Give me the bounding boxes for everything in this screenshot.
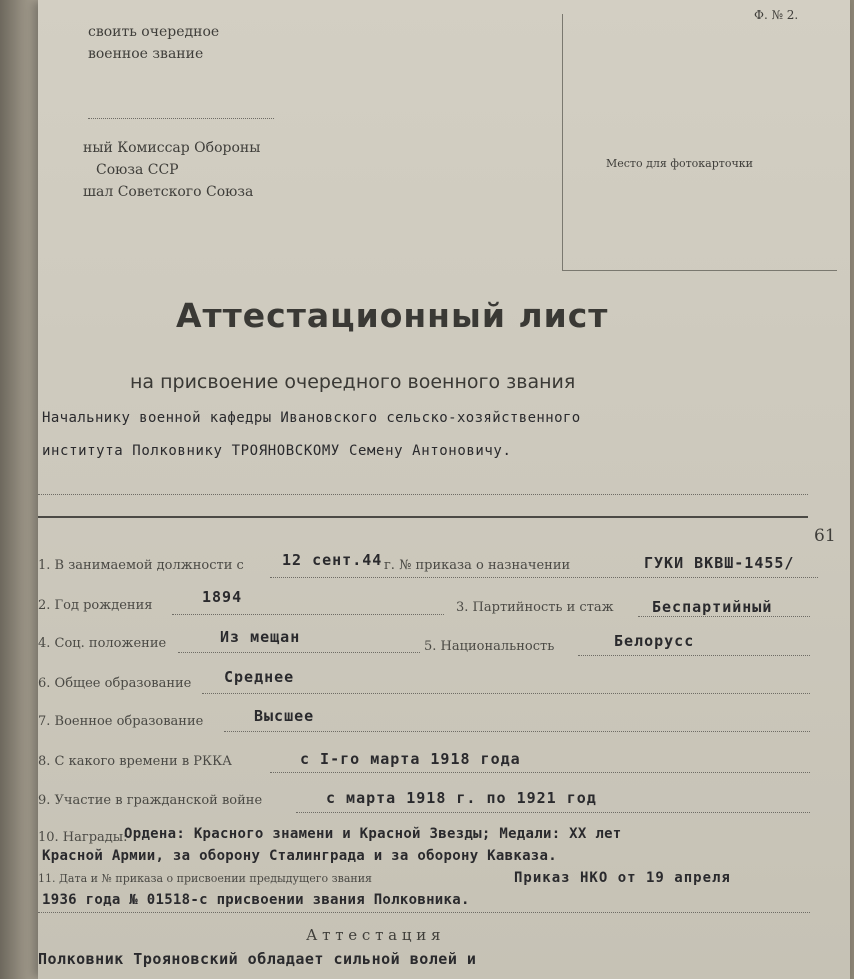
field-1-date: 12 сент.44: [282, 551, 383, 569]
field-5-value: Белорусс: [614, 632, 695, 650]
field-6-label: 6. Общее образование: [38, 676, 192, 691]
field-2-line: [172, 614, 444, 615]
page-title: Аттестационный лист: [176, 296, 609, 335]
attestation-text: Полковник Трояновский обладает сильной волей и: [38, 950, 477, 968]
field-3-line: [638, 616, 810, 617]
commissar-line-2: Союза ССР: [96, 162, 179, 178]
field-11-label: 11. Дата и № приказа о присвоении предыдущего звания: [38, 872, 372, 885]
field-1-label-b: г. № приказа о назначении: [384, 558, 571, 573]
form-number: Ф. № 2.: [754, 8, 799, 22]
field-10-label: 10. Награды:: [38, 830, 128, 845]
addressee-line-3: [38, 494, 808, 495]
field-9-line: [296, 812, 810, 813]
field-9-value: с марта 1918 г. по 1921 год: [326, 789, 597, 807]
field-1-line: [270, 577, 818, 578]
approve-line-1: своить очередное: [88, 24, 220, 40]
field-10-value-line-2: Красной Армии, за оборону Сталинграда и за оборону Кавказа.: [42, 848, 557, 864]
field-7-line: [224, 731, 810, 732]
field-4-label: 4. Соц. положение: [38, 636, 167, 651]
field-5-label: 5. Национальность: [424, 639, 555, 654]
field-4-value: Из мещан: [220, 628, 301, 646]
field-3-label: 3. Партийность и стаж: [456, 600, 614, 615]
field-11-line: [38, 912, 810, 913]
field-8-line: [270, 772, 810, 773]
field-9-label: 9. Участие в гражданской войне: [38, 793, 263, 808]
field-3-value: Беспартийный: [652, 598, 773, 616]
field-5-line: [578, 655, 810, 656]
approve-line-2: военное звание: [88, 46, 204, 62]
photo-box: [562, 14, 837, 271]
field-1-label-a: 1. В занимаемой должности с: [38, 558, 244, 573]
document-sheet: [38, 0, 850, 979]
field-11-value-line-1: Приказ НКО от 19 апреля: [514, 870, 731, 886]
attestation-heading: А т т е с т а ц и я: [306, 926, 441, 944]
photo-placeholder-text: Место для фотокарточки: [606, 157, 753, 170]
signature-line: [88, 118, 274, 119]
addressee-line-1: Начальнику военной кафедры Ивановского сельско-хозяйственного: [42, 410, 581, 426]
field-1-order: ГУКИ ВКВШ-1455/: [644, 554, 795, 572]
commissar-line-1: ный Комиссар Обороны: [83, 140, 261, 156]
field-6-line: [202, 693, 810, 694]
field-2-label: 2. Год рождения: [38, 598, 153, 613]
field-7-value: Высшее: [254, 707, 315, 725]
field-8-label: 8. С какого времени в РККА: [38, 754, 232, 769]
page-number: 61: [814, 526, 836, 546]
commissar-line-3: шал Советского Союза: [83, 184, 254, 200]
field-8-value: с I-го марта 1918 года: [300, 750, 521, 768]
field-2-value: 1894: [202, 588, 243, 606]
addressee-line-2: института Полковнику ТРОЯНОВСКОМУ Семену Антоновичу.: [42, 443, 512, 459]
field-6-value: Среднее: [224, 668, 295, 686]
field-7-label: 7. Военное образование: [38, 714, 204, 729]
field-11-value-line-2: 1936 года № 01518-с присвоении звания Полковника.: [42, 892, 470, 908]
field-10-value-line-1: Ордена: Красного знамени и Красной Звезды; Медали: XX лет: [124, 826, 622, 842]
page-subtitle: на присвоение очередного военного звания: [130, 371, 576, 393]
field-4-line: [178, 652, 420, 653]
header-divider: [38, 516, 808, 518]
